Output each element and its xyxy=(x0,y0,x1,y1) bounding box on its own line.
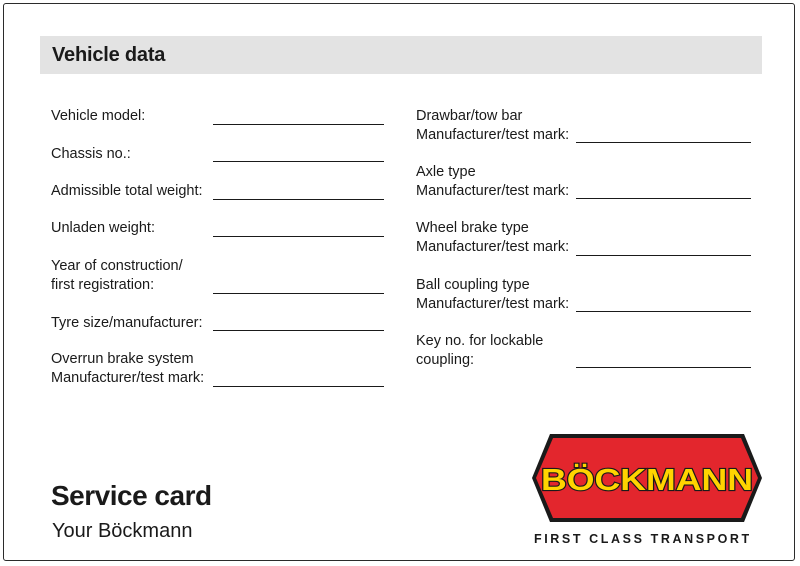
boeckmann-logo xyxy=(532,432,762,524)
first-registration-label: first registration: xyxy=(51,277,155,293)
drawbar-test-mark-label: Manufacturer/test mark: xyxy=(416,127,570,143)
logo-brand-text: BÖCKMANN xyxy=(541,462,753,497)
admissible-total-weight-field[interactable] xyxy=(213,199,384,200)
drawbar-label: Drawbar/tow bar xyxy=(416,108,523,124)
vehicle-model-label: Vehicle model: xyxy=(51,108,146,124)
section-header xyxy=(40,36,762,74)
admissible-total-weight-label: Admissible total weight: xyxy=(51,183,203,199)
overrun-brake-label: Overrun brake system xyxy=(51,351,194,367)
ball-coupling-type-field[interactable] xyxy=(576,311,751,312)
year-of-construction-field[interactable] xyxy=(213,293,384,294)
lockable-coupling-label: coupling: xyxy=(416,352,475,368)
axle-type-field[interactable] xyxy=(576,198,751,199)
chassis-no-field[interactable] xyxy=(213,161,384,162)
overrun-brake-field[interactable] xyxy=(213,386,384,387)
ball-coupling-test-mark-label: Manufacturer/test mark: xyxy=(416,296,570,312)
unladen-weight-label: Unladen weight: xyxy=(51,220,155,236)
section-title: Vehicle data xyxy=(52,44,166,66)
overrun-brake-test-mark-label: Manufacturer/test mark: xyxy=(51,370,205,386)
tyre-size-field[interactable] xyxy=(213,330,384,331)
wheel-brake-type-label: Wheel brake type xyxy=(416,220,529,236)
card-subtitle: Your Böckmann xyxy=(52,520,193,542)
key-no-field[interactable] xyxy=(576,367,751,368)
wheel-brake-type-field[interactable] xyxy=(576,255,751,256)
tyre-size-label: Tyre size/manufacturer: xyxy=(51,315,203,331)
logo-tagline: FIRST CLASS TRANSPORT xyxy=(534,532,752,546)
drawbar-field[interactable] xyxy=(576,142,751,143)
axle-type-test-mark-label: Manufacturer/test mark: xyxy=(416,183,570,199)
key-no-label: Key no. for lockable xyxy=(416,333,544,349)
chassis-no-label: Chassis no.: xyxy=(51,146,131,162)
unladen-weight-field[interactable] xyxy=(213,236,384,237)
vehicle-model-field[interactable] xyxy=(213,124,384,125)
year-of-construction-label: Year of construction/ xyxy=(51,258,183,274)
ball-coupling-type-label: Ball coupling type xyxy=(416,277,530,293)
wheel-brake-test-mark-label: Manufacturer/test mark: xyxy=(416,239,570,255)
card-title: Service card xyxy=(51,480,212,511)
axle-type-label: Axle type xyxy=(416,164,476,180)
